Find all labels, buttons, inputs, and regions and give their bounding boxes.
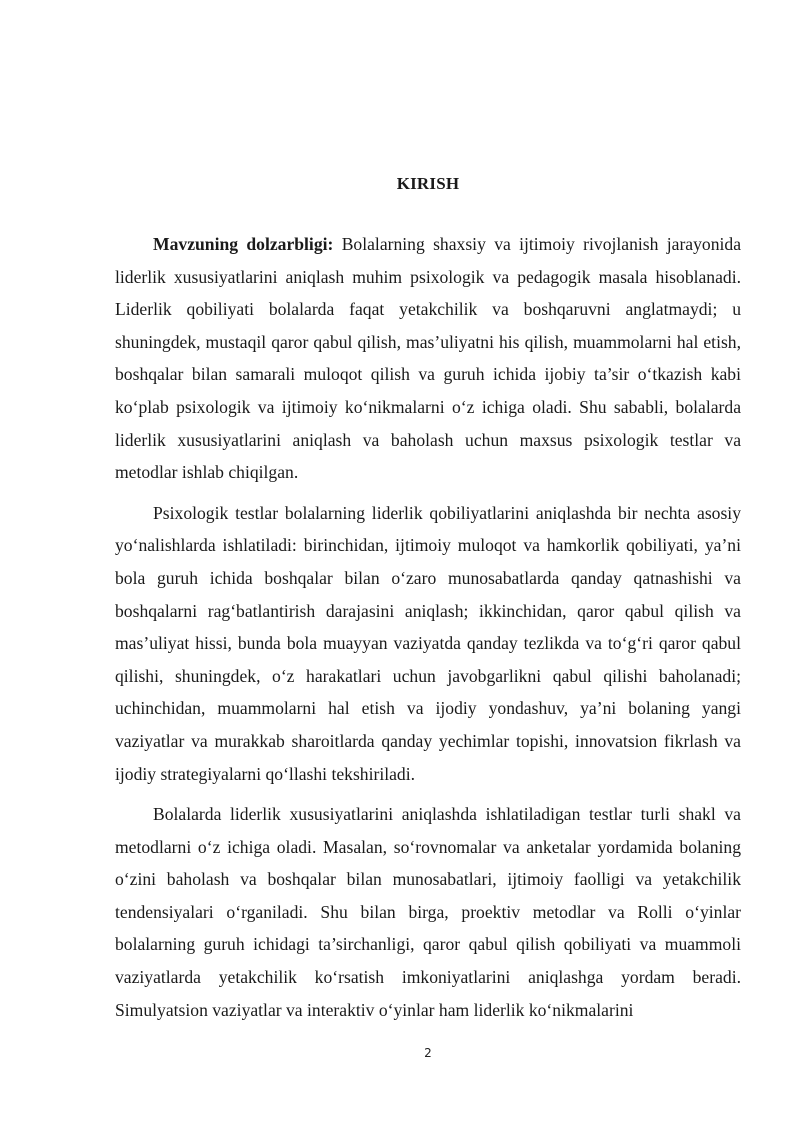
paragraph-text: Bolalarning shaxsiy va ijtimoiy rivojlanish jarayonida liderlik xususiyatlarini aniqlash muhim psixologik va pedagogik masala hisoblanadi. Liderlik qobiliyati bolalarda faqat yetakchilik va boshqaruvni anglatmaydi; u shuningdek, mustaqil qaror qabul qilish, mas’uliyatni his qilish, muammolarni hal etish, boshqalar bilan samarali muloqot qilish va guruh ichida ijobiy ta’sir o‘tkazish kabi ko‘plab psixologik va ijtimoiy ko‘nikmalarni o‘z ichiga oladi. Shu sababli, bolalarda liderlik xususiyatlarini aniqlash va baholash uchun maxsus psixologik testlar va metodlar ishlab chiqilgan.	[115, 234, 741, 483]
paragraph-tests-directions: Psixologik testlar bolalarning liderlik qobiliyatlarini aniqlashda bir nechta asosiy yo‘nalishlarda ishlatiladi: birinchidan, ijtimoiy muloqot va hamkorlik qobiliyati, ya’ni bola guruh ichida boshqalar bilan o‘zaro munosabatlarda qanday qatnashishi va boshqalarni rag‘batlantirish darajasini aniqlash; ikkinchidan, qaror qabul qilish va mas’uliyat hissi, bunda bola muayyan vaziyatda qanday tezlikda va to‘g‘ri qaror qabul qilishi, shuningdek, o‘z harakatlari uchun javobgarlikni qabul qilishi baholanadi; uchinchidan, muammolarni hal etish va ijodiy yondashuv, ya’ni bolaning yangi vaziyatlar va murakkab sharoitlarda qanday yechimlar topishi, innovatsion fikrlash va ijodiy strategiyalarni qo‘llashi tekshiriladi.	[115, 502, 741, 784]
page-number: 2	[424, 1046, 432, 1060]
document-body	[115, 228, 741, 1034]
page-title: KIRISH	[396, 174, 460, 193]
paragraph-lead: Mavzuning dolzarbligi:	[153, 234, 334, 254]
paragraph-relevance	[115, 228, 741, 489]
paragraph-tests-forms: Bolalarda liderlik xususiyatlarini aniqlashda ishlatiladigan testlar turli shakl va metodlarni o‘z ichiga oladi. Masalan, so‘rovnomalar va anketalar yordamida bolaning o‘zini baholash va boshqalar bilan munosabatlari, ijtimoiy faolligi va yetakchilik tendensiyalari o‘rganiladi. Shu bilan birga, proektiv metodlar va Rolli o‘yinlar bolalarning guruh ichidagi ta’sirchanligi, qaror qabul qilish qobiliyati va muammoli vaziyatlarda yetakchilik ko‘rsatish imkoniyatlarini aniqlashga yordam beradi. Simulyatsion vaziyatlar va interaktiv o‘yinlar ham liderlik ko‘nikmalarini	[115, 804, 741, 1020]
